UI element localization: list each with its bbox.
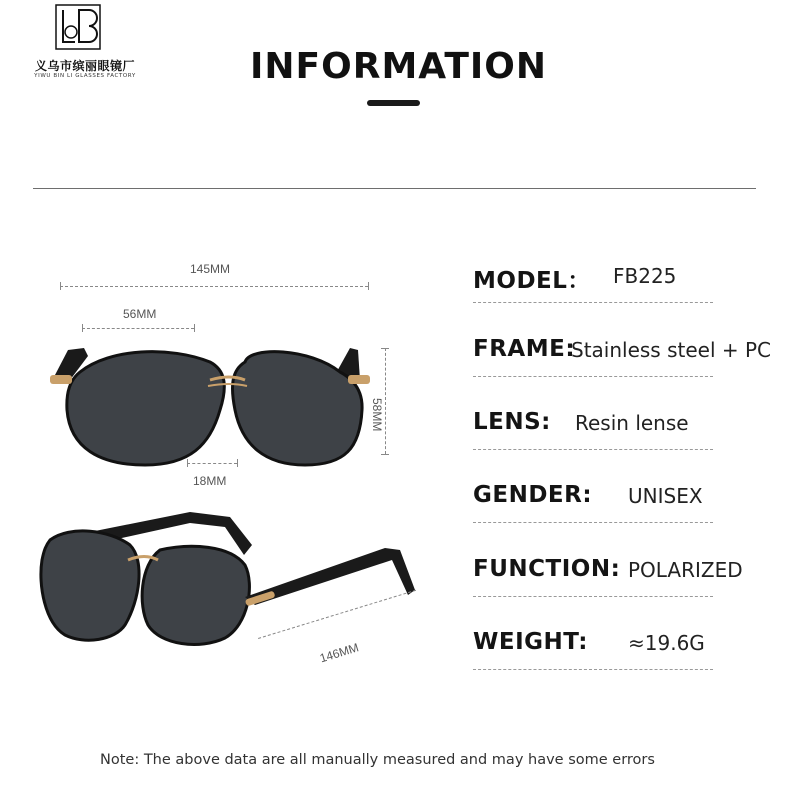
spec-label: GENDER:: [473, 482, 593, 508]
section-divider: [33, 188, 756, 189]
title-underline: [367, 100, 420, 106]
spec-value: Resin lense: [575, 411, 689, 435]
left-hinge: [50, 375, 72, 384]
spec-value: ≈19.6G: [628, 631, 705, 655]
back-lens: [41, 531, 139, 640]
spec-value: FB225: [613, 264, 677, 288]
dim-lens-width: 56MM: [123, 307, 157, 321]
dim-total-width: 145MM: [190, 262, 231, 276]
dim-lens-height: 58MM: [370, 398, 384, 432]
brand-name-cn: 义乌市缤丽眼镜厂: [34, 59, 135, 73]
bridge: [210, 377, 245, 380]
glasses-front-view: [40, 330, 380, 480]
spec-value: UNISEX: [628, 484, 703, 508]
spec-value: POLARIZED: [628, 558, 743, 582]
spec-label: WEIGHT:: [473, 629, 588, 655]
right-hinge: [348, 375, 370, 384]
spec-label: FRAME:: [473, 336, 576, 362]
page-title: INFORMATION: [250, 46, 548, 87]
dim-temple-length: 146MM: [318, 640, 361, 666]
dim-bridge: 18MM: [193, 474, 227, 488]
front-lens: [142, 546, 249, 644]
left-lens: [67, 352, 224, 465]
spec-value: Stainless steel + PC: [571, 338, 772, 362]
disclaimer-note: Note: The above data are all manually measured and may have some errors: [100, 752, 655, 768]
spec-label: MODEL：: [473, 268, 591, 294]
brand-name-en: YIWU BIN LI GLASSES FACTORY: [34, 73, 136, 79]
logo-mark-icon: [53, 2, 113, 52]
glasses-side-view: [30, 505, 430, 655]
spec-label: FUNCTION:: [473, 556, 621, 582]
spec-label: LENS:: [473, 409, 551, 435]
brand-logo: [10, 2, 160, 82]
